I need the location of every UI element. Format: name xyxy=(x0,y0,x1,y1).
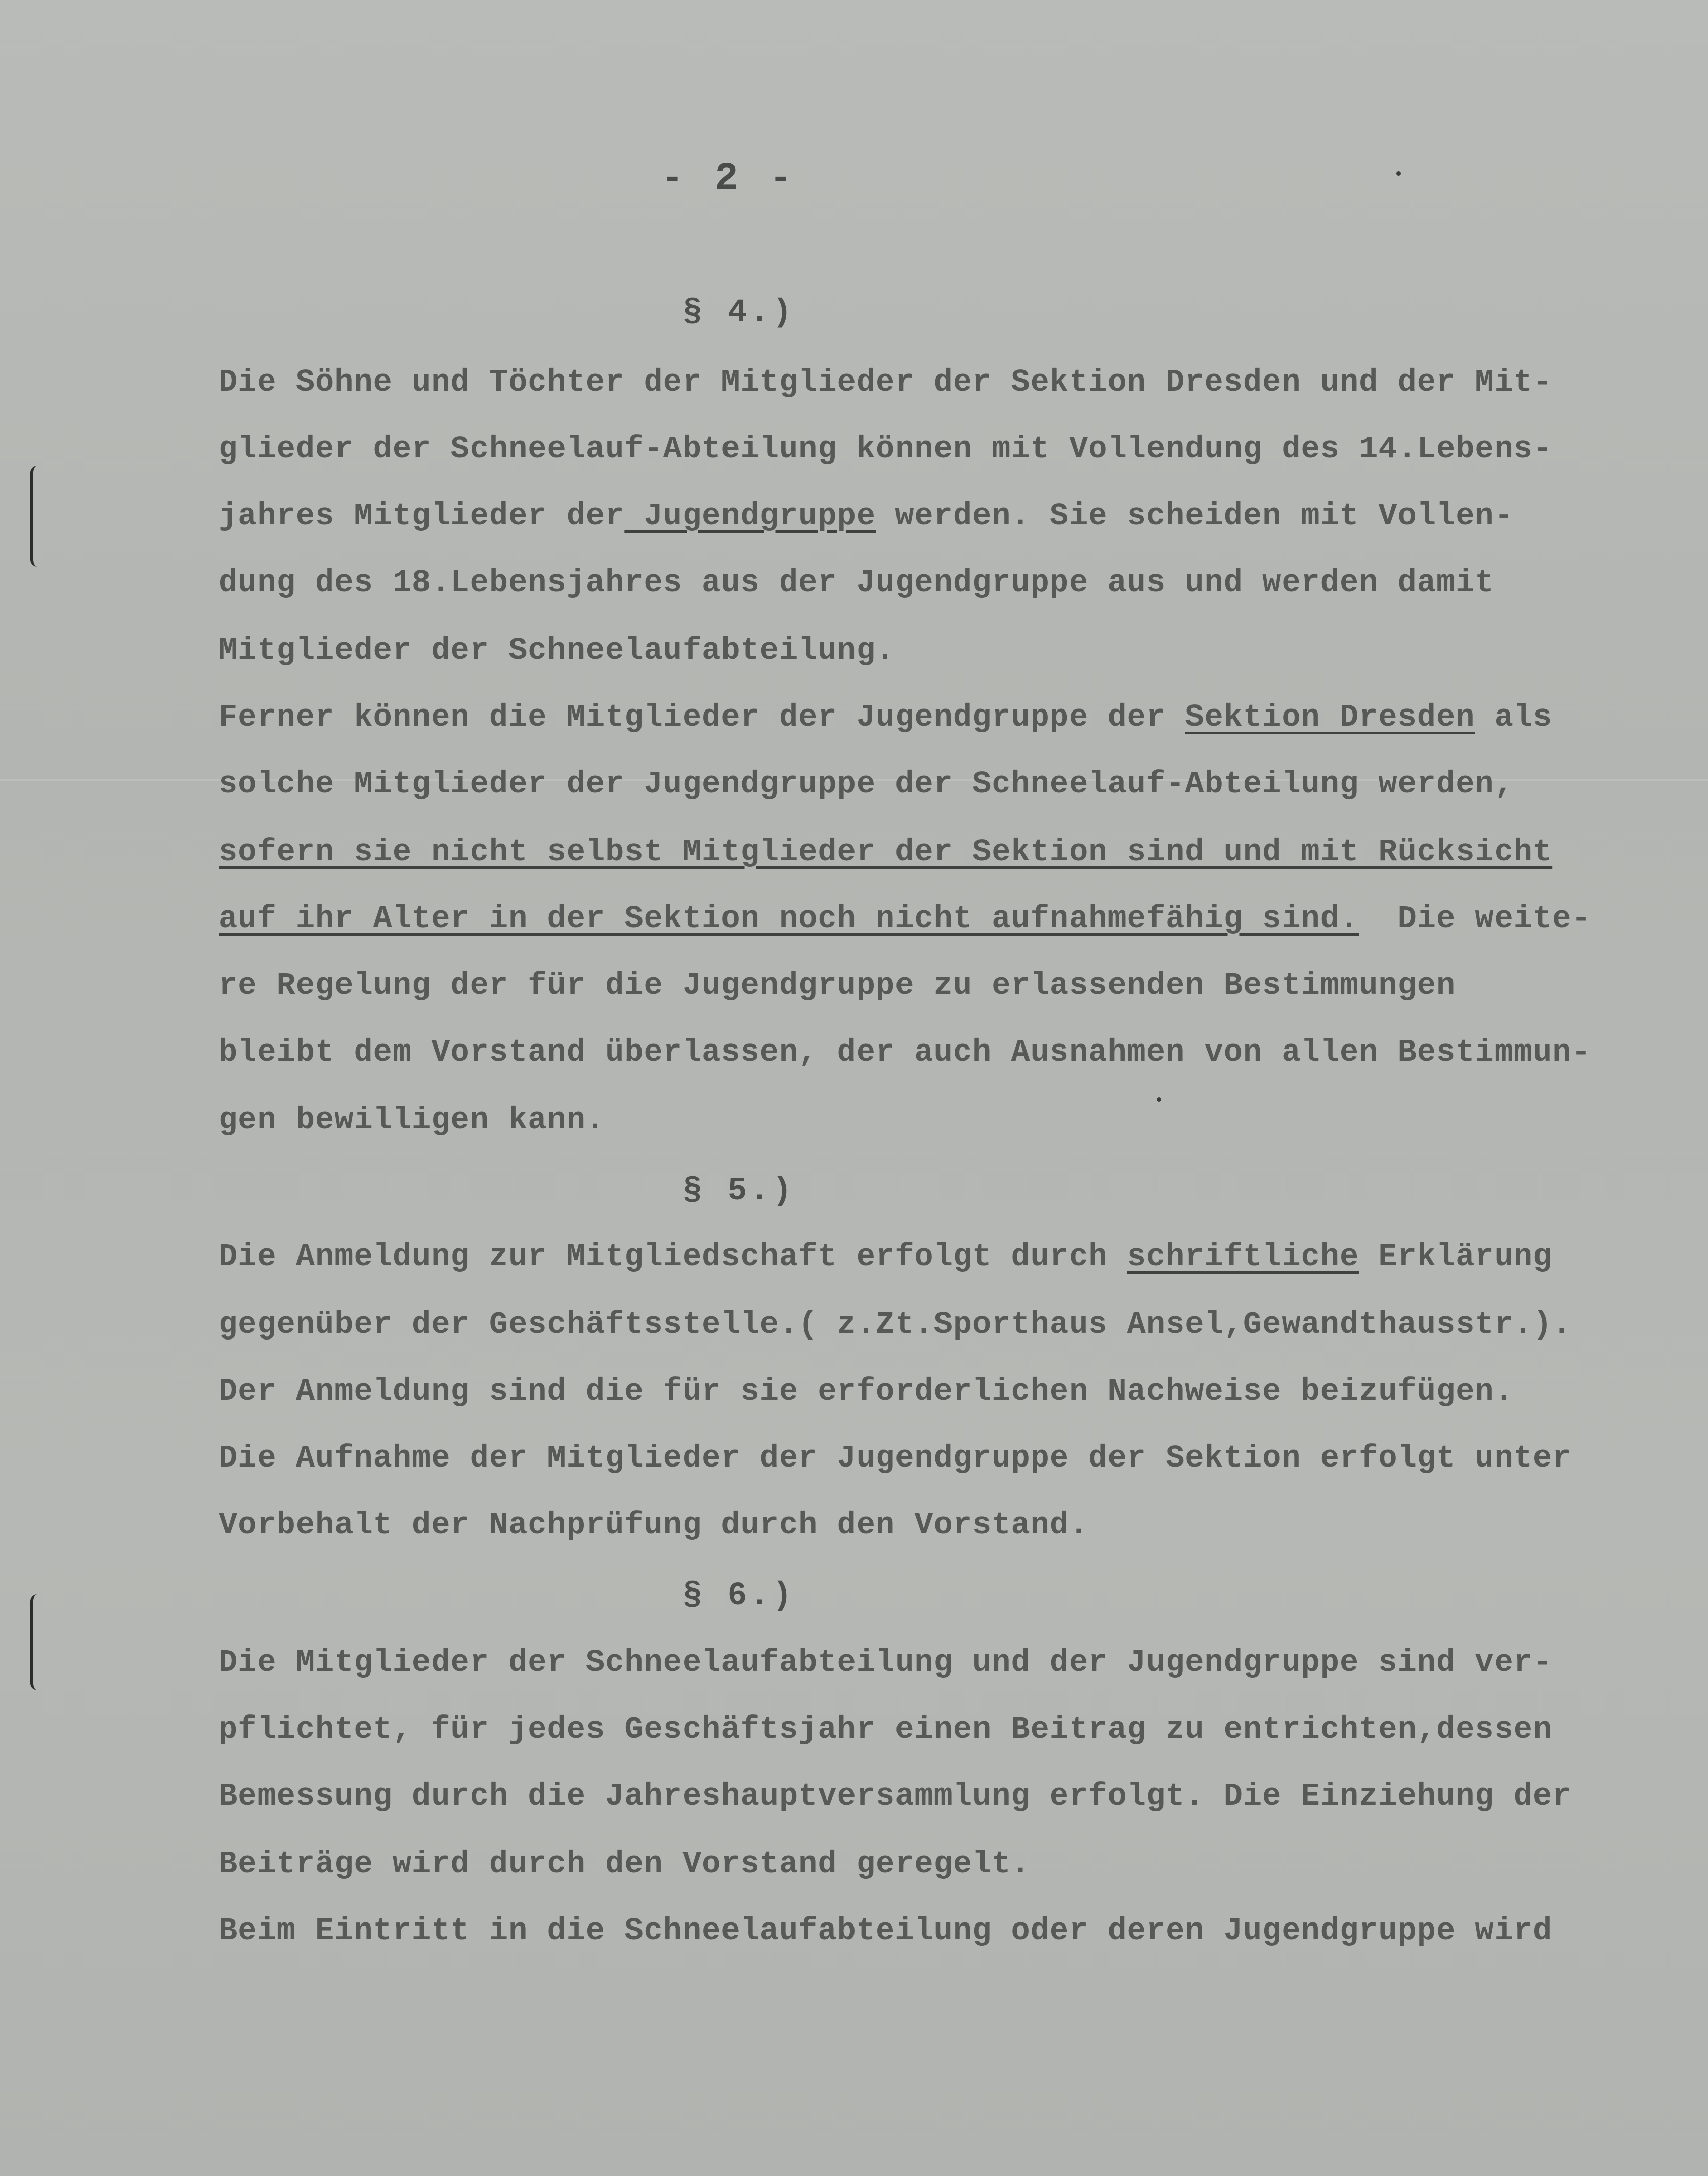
binder-hole-mark xyxy=(30,466,38,567)
text-line: Bemessung durch die Jahreshauptversammlung erfolgt. Die Einziehung der xyxy=(219,1778,1572,1814)
text-line: gen bewilligen kann. xyxy=(219,1102,606,1138)
text-line: dung des 18.Lebensjahres aus der Jugendgruppe aus und werden damit xyxy=(219,565,1494,601)
text-line: pflichtet, für jedes Geschäftsjahr einen Beitrag zu entrichten,dessen xyxy=(219,1711,1553,1747)
text-run: Ferner können die Mitglieder der Jugendgruppe der xyxy=(219,699,1185,735)
page-number: - 2 - xyxy=(660,157,797,200)
text-line: Der Anmeldung sind die für sie erforderlichen Nachweise beizufügen. xyxy=(219,1373,1514,1409)
text-line: Vorbehalt der Nachprüfung durch den Vorstand. xyxy=(219,1507,1089,1543)
section-heading-4: § 4.) xyxy=(682,295,795,331)
underlined-term: Sektion Dresden xyxy=(1185,699,1475,735)
text-line xyxy=(219,699,1552,735)
section-heading-6: § 6.) xyxy=(682,1578,795,1614)
text-run: Die Anmeldung zur Mitgliedschaft erfolgt durch xyxy=(219,1239,1127,1275)
text-line: gegenüber der Geschäftsstelle.( z.Zt.Sporthaus Ansel,Gewandthausstr.). xyxy=(219,1307,1572,1343)
text-line xyxy=(219,498,1514,534)
text-line: Mitglieder der Schneelaufabteilung. xyxy=(219,633,895,668)
text-line: Beiträge wird durch den Vorstand geregelt. xyxy=(219,1846,1031,1882)
underlined-text-line: sofern sie nicht selbst Mitglieder der Sektion sind und mit Rücksicht xyxy=(219,834,1553,870)
text-line: Beim Eintritt in die Schneelaufabteilung oder deren Jugendgruppe wird xyxy=(219,1913,1553,1949)
text-line: glieder der Schneelauf-Abteilung können mit Vollendung des 14.Lebens- xyxy=(219,431,1553,467)
text-line xyxy=(219,901,1591,937)
text-run: werden. Sie scheiden mit Vollen- xyxy=(876,498,1514,534)
underlined-term: schriftliche xyxy=(1127,1239,1359,1275)
ink-speck xyxy=(1396,171,1401,176)
text-run: als xyxy=(1475,699,1553,735)
text-line: Die Aufnahme der Mitglieder der Jugendgruppe der Sektion erfolgt unter xyxy=(219,1440,1572,1476)
ink-speck xyxy=(1157,1097,1161,1102)
text-line xyxy=(219,1239,1552,1275)
text-line: solche Mitglieder der Jugendgruppe der Schneelauf-Abteilung werden, xyxy=(219,766,1514,802)
underlined-term: Jugendgruppe xyxy=(624,498,876,534)
text-line: bleibt dem Vorstand überlassen, der auch Ausnahmen von allen Bestimmun- xyxy=(219,1034,1591,1070)
text-line: Die Mitglieder der Schneelaufabteilung und der Jugendgruppe sind ver- xyxy=(219,1645,1553,1681)
underlined-phrase: auf ihr Alter in der Sektion noch nicht aufnahmefähig sind. xyxy=(219,901,1359,937)
text-run: Die weite- xyxy=(1359,901,1591,937)
section-heading-5: § 5.) xyxy=(682,1173,795,1209)
binder-hole-mark xyxy=(30,1594,38,1690)
text-line: re Regelung der für die Jugendgruppe zu erlassenden Bestimmungen xyxy=(219,968,1456,1003)
text-line: Die Söhne und Töchter der Mitglieder der Sektion Dresden und der Mit- xyxy=(219,364,1553,400)
text-run: Erklärung xyxy=(1359,1239,1553,1275)
text-run: jahres Mitglieder der xyxy=(219,498,625,534)
